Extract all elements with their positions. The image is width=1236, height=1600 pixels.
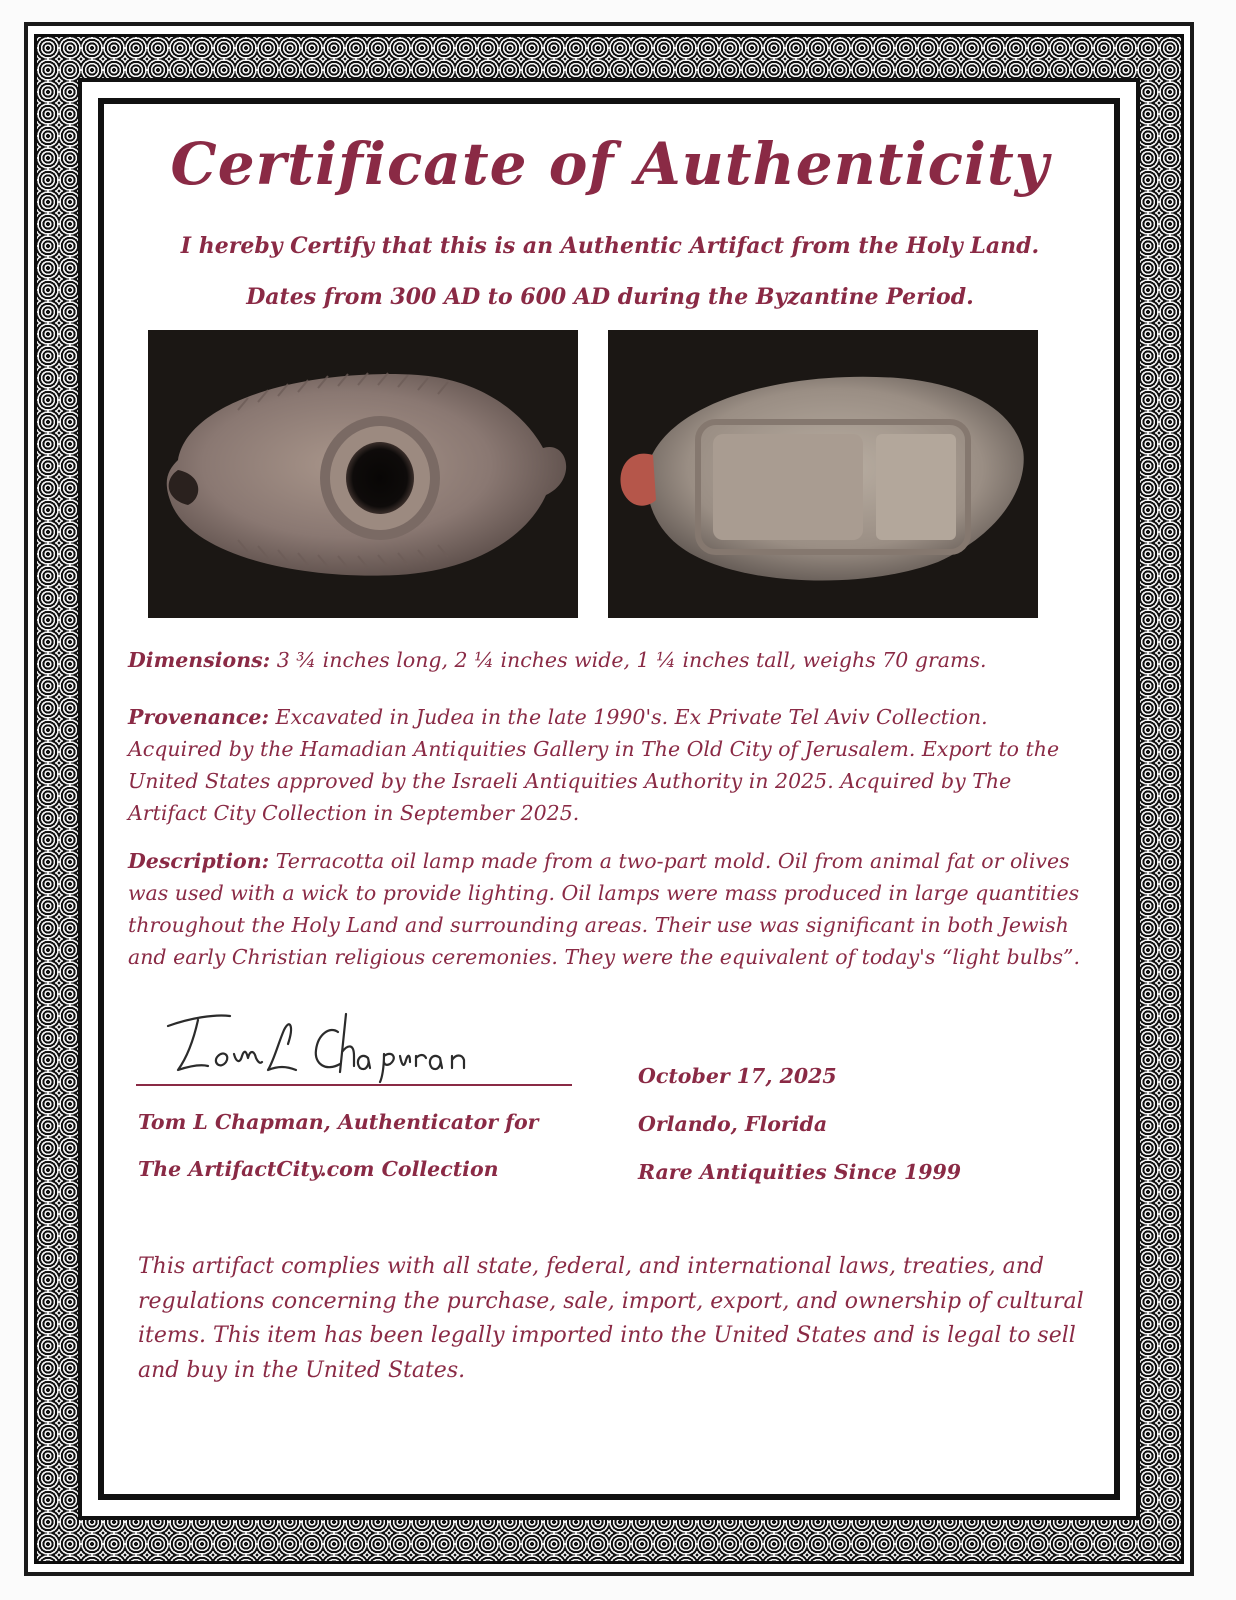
dimensions-paragraph bbox=[128, 644, 1088, 676]
certificate-location: Orlando, Florida bbox=[638, 1112, 828, 1136]
description-label: Description: bbox=[128, 849, 270, 873]
certificate-title: Certificate of Authenticity bbox=[170, 130, 1050, 198]
certificate-date: October 17, 2025 bbox=[638, 1064, 837, 1088]
dimensions-text: 3 ¾ inches long, 2 ¼ inches wide, 1 ¼ inches tall, weighs 70 grams. bbox=[270, 648, 987, 672]
authenticator-line: Tom L Chapman, Authenticator for bbox=[138, 1110, 539, 1134]
lamp-top-photo bbox=[148, 330, 578, 618]
collection-line: The ArtifactCity.com Collection bbox=[138, 1157, 499, 1181]
description-paragraph bbox=[128, 845, 1088, 973]
legal-statement: This artifact complies with all state, federal, and international laws, treaties, and regulations concerning the purchase, sale, import, export, and ownership of cultural items. This item has been legally imported into the United States and is legal to sell and buy in the United States. bbox=[138, 1254, 1084, 1383]
certify-line: I hereby Certify that this is an Authentic Artifact from the Holy Land. bbox=[180, 233, 1040, 259]
description-text: Terracotta oil lamp made from a two-part mold. Oil from animal fat or olives was used with a wick to provide lighting. Oil lamps were mass produced in large quantities throughout the Holy Land and surrounding areas. Their use was significant in both Jewish and early Christian religious ceremonies. They were the equivalent of today's “light bulbs”. bbox=[128, 849, 1081, 969]
tagline: Rare Antiquities Since 1999 bbox=[638, 1160, 962, 1184]
dimensions-label: Dimensions: bbox=[128, 648, 271, 672]
dates-line: Dates from 300 AD to 600 AD during the Byzantine Period. bbox=[246, 284, 974, 310]
signature bbox=[160, 1004, 540, 1084]
provenance-text: Excavated in Judea in the late 1990's. Ex Private Tel Aviv Collection. Acquired by the Hamadian Antiquities Gallery in The Old City of Jerusalem. Export to the United States approved by the Israeli Antiquities Authority in 2025. Acquired by The Artifact City Collection in September 2025. bbox=[128, 705, 1060, 825]
signature-line bbox=[136, 1084, 572, 1086]
provenance-paragraph bbox=[128, 701, 1088, 829]
lamp-bottom-photo bbox=[608, 330, 1038, 618]
provenance-label: Provenance: bbox=[128, 705, 270, 729]
